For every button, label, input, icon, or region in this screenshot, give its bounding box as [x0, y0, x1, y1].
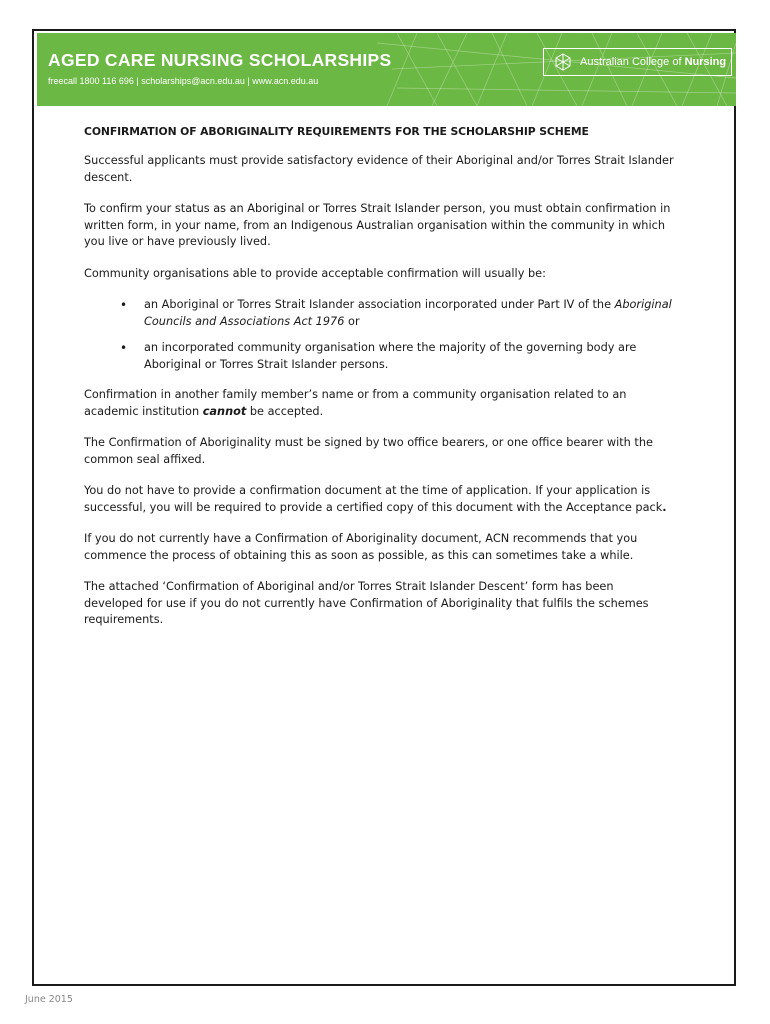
paragraph-signatures: The Confirmation of Aboriginality must be signed by two office bearers, or one office bearer with the common seal affixed. [84, 436, 653, 466]
header-banner [37, 33, 736, 106]
paragraph-family-name: Confirmation in another family member’s name or from a community organisation related to an academic institution cannot be accepted. [84, 388, 627, 418]
document-body [84, 124, 676, 644]
list-item: • an Aboriginal or Torres Strait Islander association incorporated under Part IV of the Aboriginal Councils and Associations Act 1976 or [144, 297, 676, 330]
document-heading: CONFIRMATION OF ABORIGINALITY REQUIREMENTS FOR THE SCHOLARSHIP SCHEME [84, 125, 589, 138]
acn-logo-icon [553, 52, 573, 72]
paragraph-attached-form: The attached ‘Confirmation of Aboriginal and/or Torres Strait Islander Descent’ form has been developed for use if you do not currently have Confirmation of Aboriginality that fulfils the schemes requirements. [84, 580, 649, 626]
banner-title: AGED CARE NURSING SCHOLARSHIPS [48, 50, 392, 70]
footer-date: June 2015 [25, 994, 73, 1005]
paragraph-application-time: You do not have to provide a confirmation document at the time of application. If your application is successful, you will be required to provide a certified copy of this document with the Acceptance pack. [84, 484, 667, 514]
paragraph-community-orgs: Community organisations able to provide acceptable confirmation will usually be: [84, 266, 546, 280]
acn-logo-text: Australian College of Nursing [580, 56, 727, 68]
list-item: • an incorporated community organisation where the majority of the governing body are Aboriginal or Torres Strait Islander persons. [144, 340, 676, 373]
acn-logo [543, 48, 732, 76]
paragraph-confirm-status: To confirm your status as an Aboriginal or Torres Strait Islander person, you must obtain confirmation in written form, in your name, from an Indigenous Australian organisation within the community in which you live or have previously lived. [84, 202, 671, 248]
banner-contact-info: freecall 1800 116 696 | scholarships@acn.edu.au | www.acn.edu.au [48, 76, 319, 86]
org-list [84, 297, 676, 373]
paragraph-evidence: Successful applicants must provide satisfactory evidence of their Aboriginal and/or Torres Strait Islander descent. [84, 154, 674, 184]
paragraph-recommendation: If you do not currently have a Confirmation of Aboriginality document, ACN recommends that you commence the process of obtaining this as soon as possible, as this can sometimes take a while. [84, 532, 638, 562]
